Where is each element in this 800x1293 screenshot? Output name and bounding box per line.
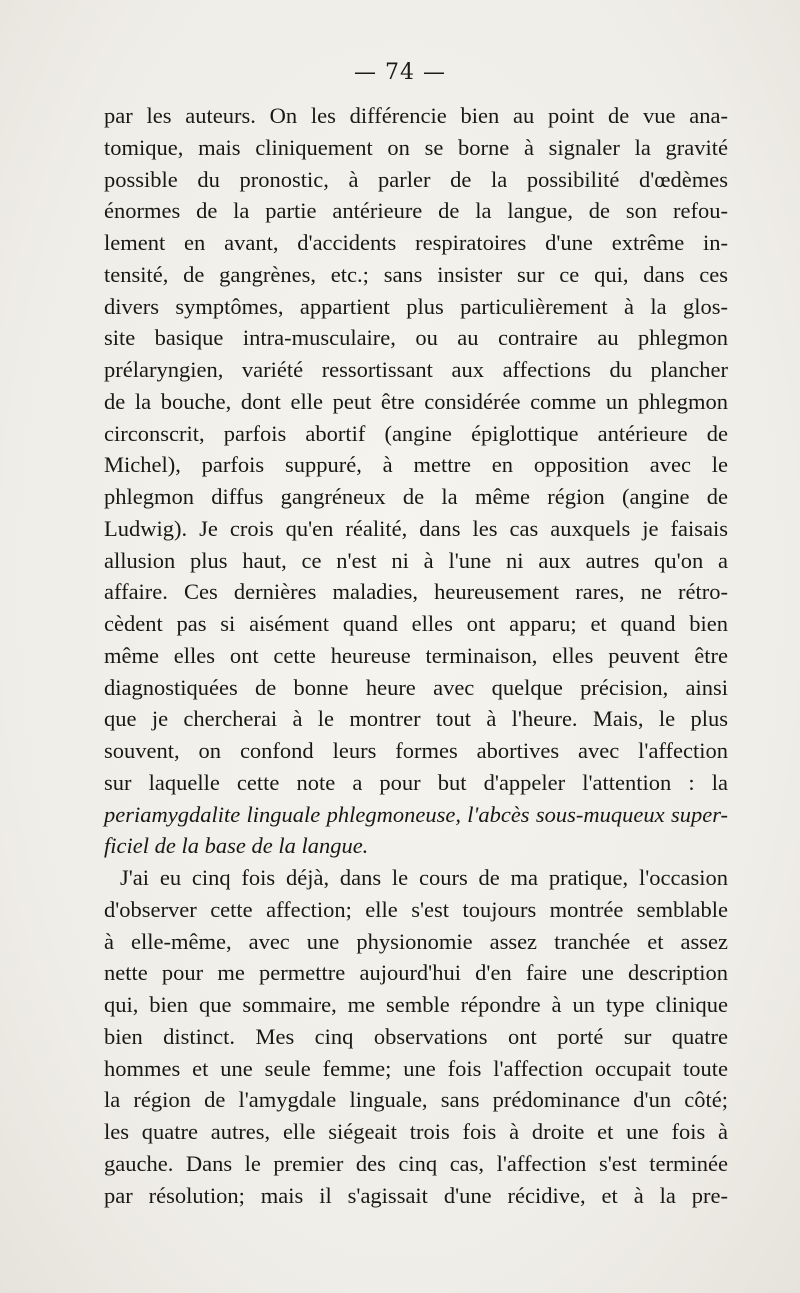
text-line: Michel), parfois suppuré, à mettre en opposition avec le	[104, 452, 728, 478]
italic-text: ficiel de la base de la langue.	[104, 833, 369, 859]
text-line: la région de l'amygdale linguale, sans prédominance d'un côté;	[104, 1087, 728, 1113]
page-number: — 74 —	[354, 60, 446, 85]
text-line: site basique intra-musculaire, ou au contraire au phlegmon	[104, 325, 728, 351]
text-line: circonscrit, parfois abortif (angine épiglottique antérieure de	[104, 420, 728, 446]
text-line: tensité, de gangrènes, etc.; sans insister sur ce qui, dans ces	[104, 261, 728, 287]
text-line: cèdent pas si aisément quand elles ont apparu; et quand bien	[104, 611, 728, 636]
text-line	[104, 830, 728, 862]
text-line: phlegmon diffus gangréneux de la même région (angine de	[104, 484, 728, 509]
text-line: gauche. Dans le premier des cinq cas, l'affection s'est terminée	[104, 1150, 728, 1176]
italic-text: periamygdalite linguale phlegmoneuse, l'abcès sous-muqueux super-	[104, 801, 728, 827]
text-line: qui, bien que sommaire, me semble répondre à un type clinique	[104, 992, 728, 1017]
text-line: même elles ont cette heureuse terminaison, elles peuvent être	[104, 642, 728, 668]
text-line: nette pour me permettre aujourd'hui d'en faire une description	[104, 960, 728, 986]
text-line: affaire. Ces dernières maladies, heureusement rares, ne rétro-	[104, 579, 728, 605]
text-line: d'observer cette affection; elle s'est toujours montrée semblable	[104, 896, 728, 922]
text-line: que je chercherai à le montrer tout à l'heure. Mais, le plus	[104, 706, 728, 732]
text-line: possible du pronostic, à parler de la possibilité d'œdèmes	[104, 166, 728, 192]
text-line: énormes de la partie antérieure de la langue, de son refou-	[104, 198, 728, 224]
body-text	[104, 100, 728, 1211]
text-line: sur laquelle cette note a pour but d'appeler l'attention : la	[104, 769, 728, 795]
text-line: Ludwig). Je crois qu'en réalité, dans les cas auxquels je faisais	[104, 515, 728, 541]
text-line: allusion plus haut, ce n'est ni à l'une ni aux autres qu'on a	[104, 547, 728, 573]
text-line: à elle-même, avec une physionomie assez tranchée et assez	[104, 928, 728, 954]
text-line	[104, 799, 728, 831]
text-line: diagnostiquées de bonne heure avec quelque précision, ainsi	[104, 674, 728, 700]
text-line: les quatre autres, elle siégeait trois fois à droite et une fois à	[104, 1119, 728, 1144]
text-line: J'ai eu cinq fois déjà, dans le cours de ma pratique, l'occasion	[120, 865, 728, 890]
text-line: par résolution; mais il s'agissait d'une récidive, et à la pre-	[104, 1182, 728, 1208]
text-line: prélaryngien, variété ressortissant aux affections du plancher	[104, 357, 728, 382]
text-line: bien distinct. Mes cinq observations ont porté sur quatre	[104, 1023, 728, 1049]
text-line: divers symptômes, appartient plus particulièrement à la glos-	[104, 293, 728, 319]
text-line: de la bouche, dont elle peut être considérée comme un phlegmon	[104, 388, 728, 414]
text-line: souvent, on confond leurs formes abortives avec l'affection	[104, 738, 728, 763]
text-line: hommes et une seule femme; une fois l'affection occupait toute	[104, 1055, 728, 1081]
text-line: lement en avant, d'accidents respiratoires d'une extrême in-	[104, 230, 728, 255]
text-line: tomique, mais cliniquement on se borne à signaler la gravité	[104, 134, 728, 160]
text-line: par les auteurs. On les différencie bien au point de vue ana-	[104, 103, 728, 128]
